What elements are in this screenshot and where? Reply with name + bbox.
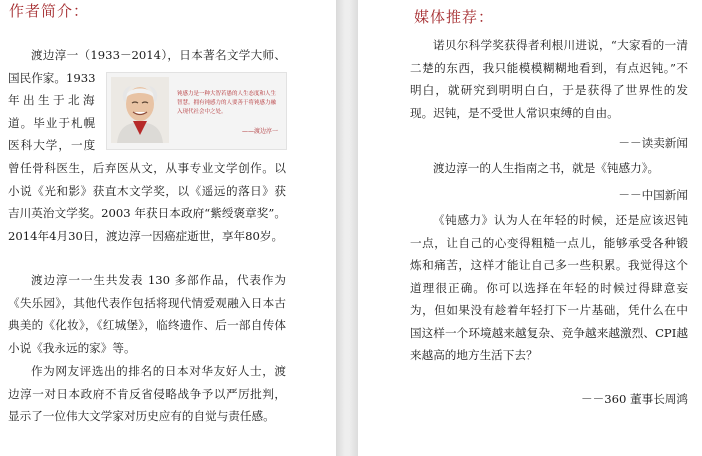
credit-china-news: －－中国新闻 [618, 188, 688, 202]
photo-caption: 钝感力是一种大智若愚的人生态度和人生智慧。拥有钝感力的人要善于将钝感力融入现代社会中之处。 [177, 91, 277, 115]
author-photo-card [106, 72, 287, 150]
quote-360: 《钝感力》认为人在年轻的时候，还是应该迟钝一点，让自己的心变得粗糙一点儿，能够承受各种锻炼和痛苦，这样才能让自己多一些积累。我觉得这个道理很正确。你可以选择在年轻的时候过得肆意妄为，但如果没有趁着年轻打下一片基础，凭什么在中国这样一个环境越来越复杂、竞争越来越激烈、CPI越来越高的地方生活下去？ [410, 213, 688, 362]
media-recommendation-heading: 媒体推荐： [414, 8, 495, 26]
author-portrait [111, 77, 169, 143]
bio-paragraph-2: 渡边淳一一生共发表 130 多部作品，代表作为《失乐园》，其他代表作包括将现代情爱观融入日本古典美的《化妆》，《红城堡》，临终遗作、后一部自传体小说《我永远的家》等。 [8, 273, 286, 355]
quote-china-news: 渡边淳一的人生指南之书，就是《钝感力》。 [433, 161, 660, 175]
photo-signature: ——渡边淳一 [241, 128, 278, 135]
page-gutter [336, 0, 358, 456]
credit-yomiuri: －－读卖新闻 [618, 136, 688, 150]
bio-paragraph-1-rest: 曾任骨科医生，后弃医从文，从事专业文学创作。以小说《光和影》获直木文学奖，以《遥远的落日》获吉川英治文学奖。2003 年获日本政府“紫绶褒章奖”。2014年4月30日，渡边淳一因癌症逝世，享年80岁。 [8, 161, 286, 243]
bio-wrap-line-c: 医科大学，一度 [8, 138, 97, 152]
bio-wrap-line-b: 道。毕业于札幌 [8, 116, 97, 130]
bio-paragraph-1-line1: 渡边淳一（1933－2014），日本著名文学大师、国民作家。1933 [8, 48, 286, 85]
bio-wrap-line-a: 年出生于北海 [8, 93, 98, 107]
author-intro-heading: 作者简介： [9, 2, 90, 20]
bio-paragraph-3: 作为网友评选出的排名的日本对华友好人士，渡边淳一对日本政府不肯反省侵略战争予以严厉批判，显示了一位伟大文学家对历史应有的自觉与责任感。 [8, 364, 286, 423]
credit-360: －－360 董事长周鸿 [581, 392, 688, 406]
quote-yomiuri: 诺贝尔科学奖获得者利根川进说，“大家看的一清二楚的东西，我只能模模糊糊地看到，有点迟钝。”不明白，就研究到明明白白，于是获得了世界性的发现。迟钝，是不受世人常识束缚的自由。 [410, 38, 688, 120]
